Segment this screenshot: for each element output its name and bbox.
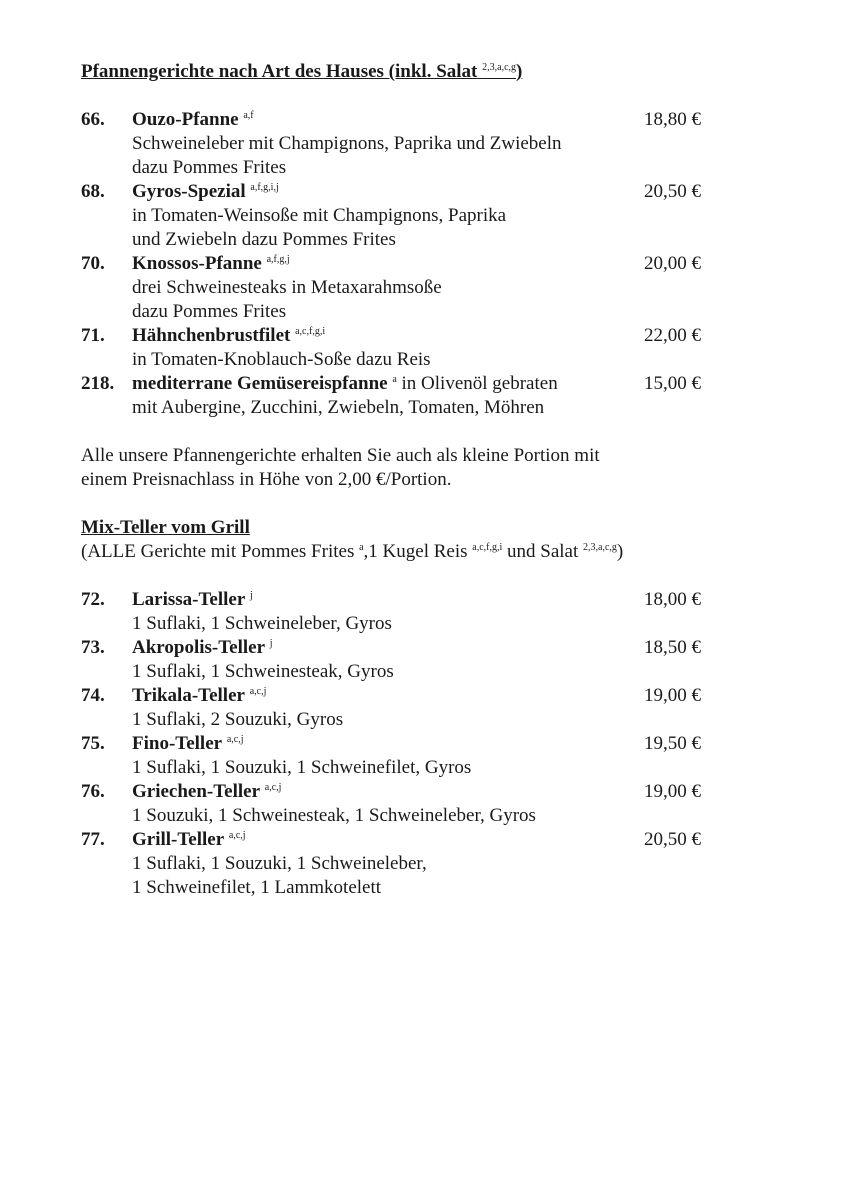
section-heading-pfannengerichte: [81, 60, 522, 84]
item-number: 75.: [81, 733, 105, 754]
item-description: dazu Pommes Frites: [132, 301, 287, 322]
item-name: Knossos-Pfanne: [132, 253, 262, 274]
heading-close: ): [516, 61, 523, 82]
item-name: Trikala-Teller: [132, 685, 245, 706]
subtitle-text: ): [616, 541, 624, 562]
item-number: 74.: [81, 685, 105, 706]
item-description: 1 Suflaki, 1 Schweineleber, Gyros: [132, 613, 392, 634]
section-heading-mix-teller: Mix-Teller vom Grill: [81, 517, 250, 538]
item-price: 19,00 €: [644, 781, 701, 802]
portion-note: [81, 444, 600, 492]
item-number: 218.: [81, 373, 115, 394]
item-name: Gyros-Spezial: [132, 181, 246, 202]
item-number: 70.: [81, 253, 105, 274]
item-name: Fino-Teller: [132, 733, 223, 754]
item-description: 1 Suflaki, 1 Souzuki, 1 Schweineleber,: [132, 853, 427, 874]
allergen-codes: a,f,g,j: [266, 254, 290, 265]
allergen-codes: a: [359, 542, 364, 553]
item-name: Ouzo-Pfanne: [132, 109, 239, 130]
item-name: Hähnchenbrustfilet: [132, 325, 291, 346]
allergen-codes: 2,3,a,c,g: [482, 62, 517, 73]
allergen-codes: j: [269, 638, 273, 649]
item-description: dazu Pommes Frites: [132, 157, 287, 178]
subtitle-text: (ALLE Gerichte mit Pommes Frites: [81, 541, 360, 562]
item-name: Akropolis-Teller: [132, 637, 266, 658]
subtitle-text: ,1 Kugel Reis: [363, 541, 473, 562]
allergen-codes: a,f,g,i,j: [250, 182, 279, 193]
allergen-codes: a,f: [243, 110, 254, 121]
allergen-codes: 2,3,a,c,g: [583, 542, 617, 553]
item-price: 18,80 €: [644, 109, 701, 130]
item-description: mit Aubergine, Zucchini, Zwiebeln, Tomaten, Möhren: [132, 397, 545, 418]
heading-text: Pfannengerichte nach Art des Hauses (inkl. Salat: [81, 61, 478, 82]
item-number: 77.: [81, 829, 105, 850]
item-price: 19,00 €: [644, 685, 701, 706]
item-number: 72.: [81, 589, 105, 610]
allergen-codes: a,c,j: [226, 734, 244, 745]
item-description: Schweineleber mit Champignons, Paprika und Zwiebeln: [132, 133, 562, 154]
subtitle-text: und Salat: [502, 541, 584, 562]
item-inline-description: in Olivenöl gebraten: [396, 373, 558, 394]
item-price: 20,50 €: [644, 181, 701, 202]
item-description: und Zwiebeln dazu Pommes Frites: [132, 229, 396, 250]
allergen-codes: a,c,f,g,i: [472, 542, 503, 553]
section-subtitle: [81, 540, 623, 564]
item-number: 68.: [81, 181, 105, 202]
item-price: 22,00 €: [644, 325, 701, 346]
item-description: 1 Schweinefilet, 1 Lammkotelett: [132, 877, 382, 898]
item-name: Griechen-Teller: [132, 781, 261, 802]
allergen-codes: a,c,j: [249, 686, 267, 697]
item-name: Grill-Teller: [132, 829, 225, 850]
item-description: 1 Suflaki, 1 Souzuki, 1 Schweinefilet, Gyros: [132, 757, 472, 778]
item-price: 18,50 €: [644, 637, 701, 658]
allergen-codes: a: [392, 374, 397, 385]
note-line: einem Preisnachlass in Höhe von 2,00 €/Portion.: [81, 469, 452, 490]
item-price: 20,50 €: [644, 829, 701, 850]
item-name: Larissa-Teller: [132, 589, 246, 610]
item-description: drei Schweinesteaks in Metaxarahmsoße: [132, 277, 442, 298]
allergen-codes: a,c,j: [228, 830, 246, 841]
allergen-codes: a,c,f,g,i: [295, 326, 326, 337]
item-description: in Tomaten-Knoblauch-Soße dazu Reis: [132, 349, 431, 370]
item-number: 71.: [81, 325, 105, 346]
item-price: 18,00 €: [644, 589, 701, 610]
item-description: in Tomaten-Weinsoße mit Champignons, Paprika: [132, 205, 507, 226]
item-price: 15,00 €: [644, 373, 701, 394]
item-price: 20,00 €: [644, 253, 701, 274]
item-description: 1 Suflaki, 2 Souzuki, Gyros: [132, 709, 344, 730]
allergen-codes: a,c,j: [264, 782, 282, 793]
item-number: 66.: [81, 109, 105, 130]
item-name: mediterrane Gemüsereispfanne: [132, 373, 388, 394]
item-description: 1 Suflaki, 1 Schweinesteak, Gyros: [132, 661, 394, 682]
item-number: 76.: [81, 781, 105, 802]
item-description: 1 Souzuki, 1 Schweinesteak, 1 Schweineleber, Gyros: [132, 805, 536, 826]
allergen-codes: j: [250, 590, 253, 601]
item-number: 73.: [81, 637, 105, 658]
note-line: Alle unsere Pfannengerichte erhalten Sie auch als kleine Portion mit: [81, 445, 600, 466]
item-price: 19,50 €: [644, 733, 701, 754]
